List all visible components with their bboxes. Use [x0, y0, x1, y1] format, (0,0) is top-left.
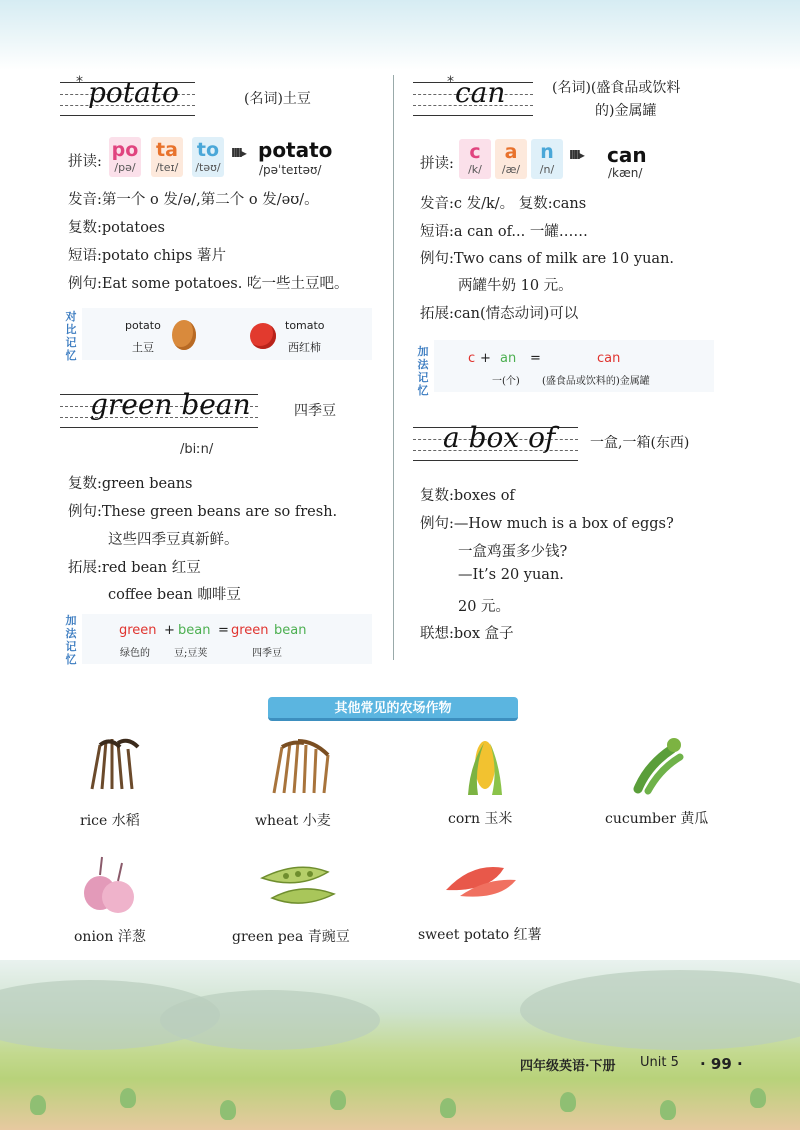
crop-cucumber: cucumber 黄瓜	[605, 811, 709, 827]
memo-result-zh: 四季豆	[252, 648, 282, 659]
star-mark: *	[447, 74, 454, 90]
can-pronunciation: 发音:c 发/k/。 复数:cans	[420, 196, 587, 212]
cucumber-icon	[628, 735, 692, 795]
potato-memo-box	[82, 308, 372, 360]
box-of-headword: a box of	[443, 421, 556, 454]
memo-result-green: green	[231, 623, 269, 638]
green-bean-gloss: 四季豆	[294, 403, 336, 419]
potato-icon	[172, 320, 196, 350]
memo-c: c	[468, 351, 476, 366]
potato-memo-tag: 对比记忆	[65, 310, 77, 362]
memo-plus: +	[480, 351, 491, 366]
tomato-icon	[250, 323, 276, 349]
memo-tomato-en: tomato	[285, 319, 325, 332]
star-mark: *	[76, 74, 83, 90]
syllable-n: n /n/	[531, 139, 563, 179]
corn-icon	[460, 735, 510, 797]
can-headword: can	[455, 76, 506, 109]
can-ipa: /kæn/	[608, 166, 643, 180]
memo-bean: bean	[178, 623, 211, 638]
memo-an-zh: 一(个)	[492, 376, 520, 387]
memo-tomato-zh: 西红柿	[288, 341, 321, 354]
potato-example: 例句:Eat some potatoes. 吃一些土豆吧。	[68, 276, 349, 292]
potato-pronunciation: 发音:第一个 o 发/ə/,第二个 o 发/əʊ/。	[68, 192, 319, 208]
potato-spell-label: 拼读:	[68, 154, 102, 170]
can-word-box	[413, 74, 533, 120]
can-memo-box	[434, 340, 714, 392]
crop-rice: rice 水稻	[80, 813, 140, 829]
syllable-ta: ta /teɪ/	[151, 137, 183, 177]
potato-phrase: 短语:potato chips 薯片	[68, 248, 226, 264]
can-example-zh: 两罐牛奶 10 元。	[458, 278, 573, 294]
green-bean-example: 例句:These green beans are so fresh.	[68, 504, 338, 520]
memo-equals: =	[530, 351, 541, 366]
potato-full-word: potato	[258, 138, 333, 162]
potato-headword: potato	[88, 76, 179, 109]
memo-plus: +	[164, 623, 175, 638]
green-bean-word-box	[60, 388, 258, 432]
can-memo-tag: 加法记忆	[417, 345, 429, 397]
green-bean-memo-tag: 加法记忆	[65, 614, 77, 666]
wheat-icon	[266, 737, 336, 795]
crop-sweet-potato: sweet potato 红薯	[418, 927, 542, 943]
crop-wheat: wheat 小麦	[255, 813, 331, 829]
box-of-example-zh: 一盒鸡蛋多少钱?	[458, 544, 568, 560]
footer-book-title: 四年级英语·下册	[520, 1059, 616, 1074]
footer-unit: Unit 5	[640, 1055, 679, 1070]
arrow-icon: IIII▸	[569, 148, 583, 162]
crop-green-pea: green pea 青豌豆	[232, 929, 350, 945]
can-full-word: can	[607, 143, 647, 167]
sweet-potato-icon	[442, 860, 520, 900]
box-of-word-box	[413, 421, 578, 465]
box-of-answer-zh: 20 元。	[458, 599, 511, 615]
crop-onion: onion 洋葱	[74, 929, 146, 945]
potato-ipa: /pəˈteɪtəʊ/	[259, 163, 322, 177]
green-bean-headword: green bean	[90, 388, 251, 421]
green-bean-extension: 拓展:red bean 红豆	[68, 560, 201, 576]
green-bean-ipa: /biːn/	[180, 442, 214, 457]
box-of-association: 联想:box 盒子	[420, 626, 514, 642]
green-bean-extension-2: coffee bean 咖啡豆	[108, 587, 241, 603]
green-bean-memo-box	[82, 614, 372, 664]
box-of-example: 例句:—How much is a box of eggs?	[420, 516, 674, 532]
memo-equals: =	[218, 623, 229, 638]
memo-potato-zh: 土豆	[132, 341, 154, 354]
can-gloss-1: (名词)(盛食品或饮料	[552, 80, 681, 96]
syllable-po: po /pə/	[109, 137, 141, 177]
can-spell-label: 拼读:	[420, 156, 454, 172]
potato-word-box	[60, 74, 195, 120]
box-of-plural: 复数:boxes of	[420, 488, 515, 504]
footer-page-number: · 99 ·	[700, 1055, 743, 1073]
memo-potato-en: potato	[125, 319, 161, 332]
potato-plural: 复数:potatoes	[68, 220, 165, 236]
memo-green-zh: 绿色的	[120, 648, 150, 659]
green-bean-plural: 复数:green beans	[68, 476, 193, 492]
potato-gloss: (名词)土豆	[244, 91, 311, 107]
memo-green: green	[119, 623, 157, 638]
syllable-to: to /təʊ/	[192, 137, 224, 177]
memo-an: an	[500, 351, 517, 366]
column-divider	[393, 75, 394, 660]
crop-corn: corn 玉米	[448, 811, 513, 827]
green-pea-icon	[258, 860, 338, 910]
onion-icon	[80, 853, 140, 915]
box-of-answer: —It’s 20 yuan.	[458, 567, 564, 583]
can-example: 例句:Two cans of milk are 10 yuan.	[420, 251, 675, 267]
sky-background	[0, 0, 800, 70]
memo-bean-zh: 豆;豆荚	[174, 648, 208, 659]
memo-can: can	[597, 351, 621, 366]
syllable-c: c /k/	[459, 139, 491, 179]
box-of-gloss: 一盒,一箱(东西)	[590, 435, 690, 451]
can-gloss-2: 的)金属罐	[595, 103, 657, 119]
memo-can-zh: (盛食品或饮料的)金属罐	[542, 376, 650, 387]
can-extension: 拓展:can(情态动词)可以	[420, 306, 579, 322]
arrow-icon: IIII▸	[231, 146, 245, 160]
syllable-a: a /æ/	[495, 139, 527, 179]
can-phrase: 短语:a can of... 一罐……	[420, 224, 588, 240]
memo-result-bean: bean	[274, 623, 307, 638]
crops-banner: 其他常见的农场作物	[268, 697, 518, 721]
green-bean-example-zh: 这些四季豆真新鲜。	[108, 532, 239, 548]
landscape-background	[0, 960, 800, 1130]
rice-icon	[82, 735, 142, 791]
